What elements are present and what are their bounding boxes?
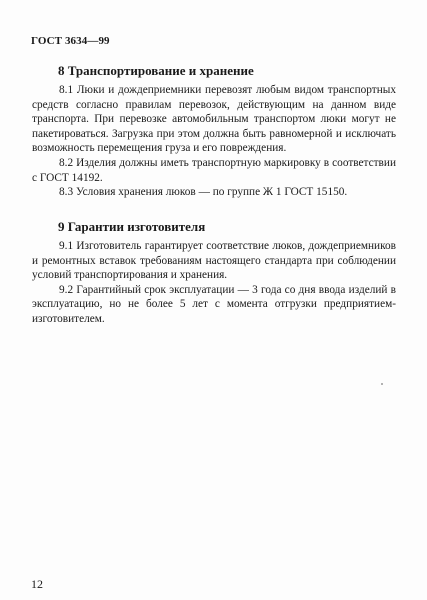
standard-code-header: ГОСТ 3634—99	[31, 35, 110, 47]
scan-speck	[381, 383, 383, 385]
section-9-heading: 9 Гарантии изготовителя	[58, 219, 206, 234]
page-number: 12	[31, 577, 43, 591]
paragraph-8-1: 8.1 Люки и дождеприемники перевозят любым видом транспортных средств согласно правилам перевозок, действующим на данном виде транспорта. При перевозке автомобильным транспортом люки могут не пакетироваться. Загрузка при этом должна быть равномерной и исключать возможность перемещения груза и его повреждения.	[32, 84, 396, 155]
paragraph-9-2: 9.2 Гарантийный срок эксплуатации — 3 года со дня ввода изделий в эксплуатацию, но не более 5 лет с момента отгрузки предприятием-изготовителем.	[32, 283, 396, 325]
section-9-body	[32, 239, 396, 327]
section-8-body	[32, 83, 396, 200]
section-8-heading: 8 Транспортирование и хранение	[58, 63, 254, 78]
paragraph-9-1: 9.1 Изготовитель гарантирует соответствие люков, дождеприемников и ремонтных вставок требованиям настоящего стандарта при соблюдении условий транспортирования и хранения.	[32, 240, 396, 282]
paragraph-8-3: 8.3 Условия хранения люков — по группе Ж 1 ГОСТ 15150.	[59, 186, 348, 199]
paragraph-8-2: 8.2 Изделия должны иметь транспортную маркировку в соответствии с ГОСТ 14192.	[32, 156, 396, 184]
